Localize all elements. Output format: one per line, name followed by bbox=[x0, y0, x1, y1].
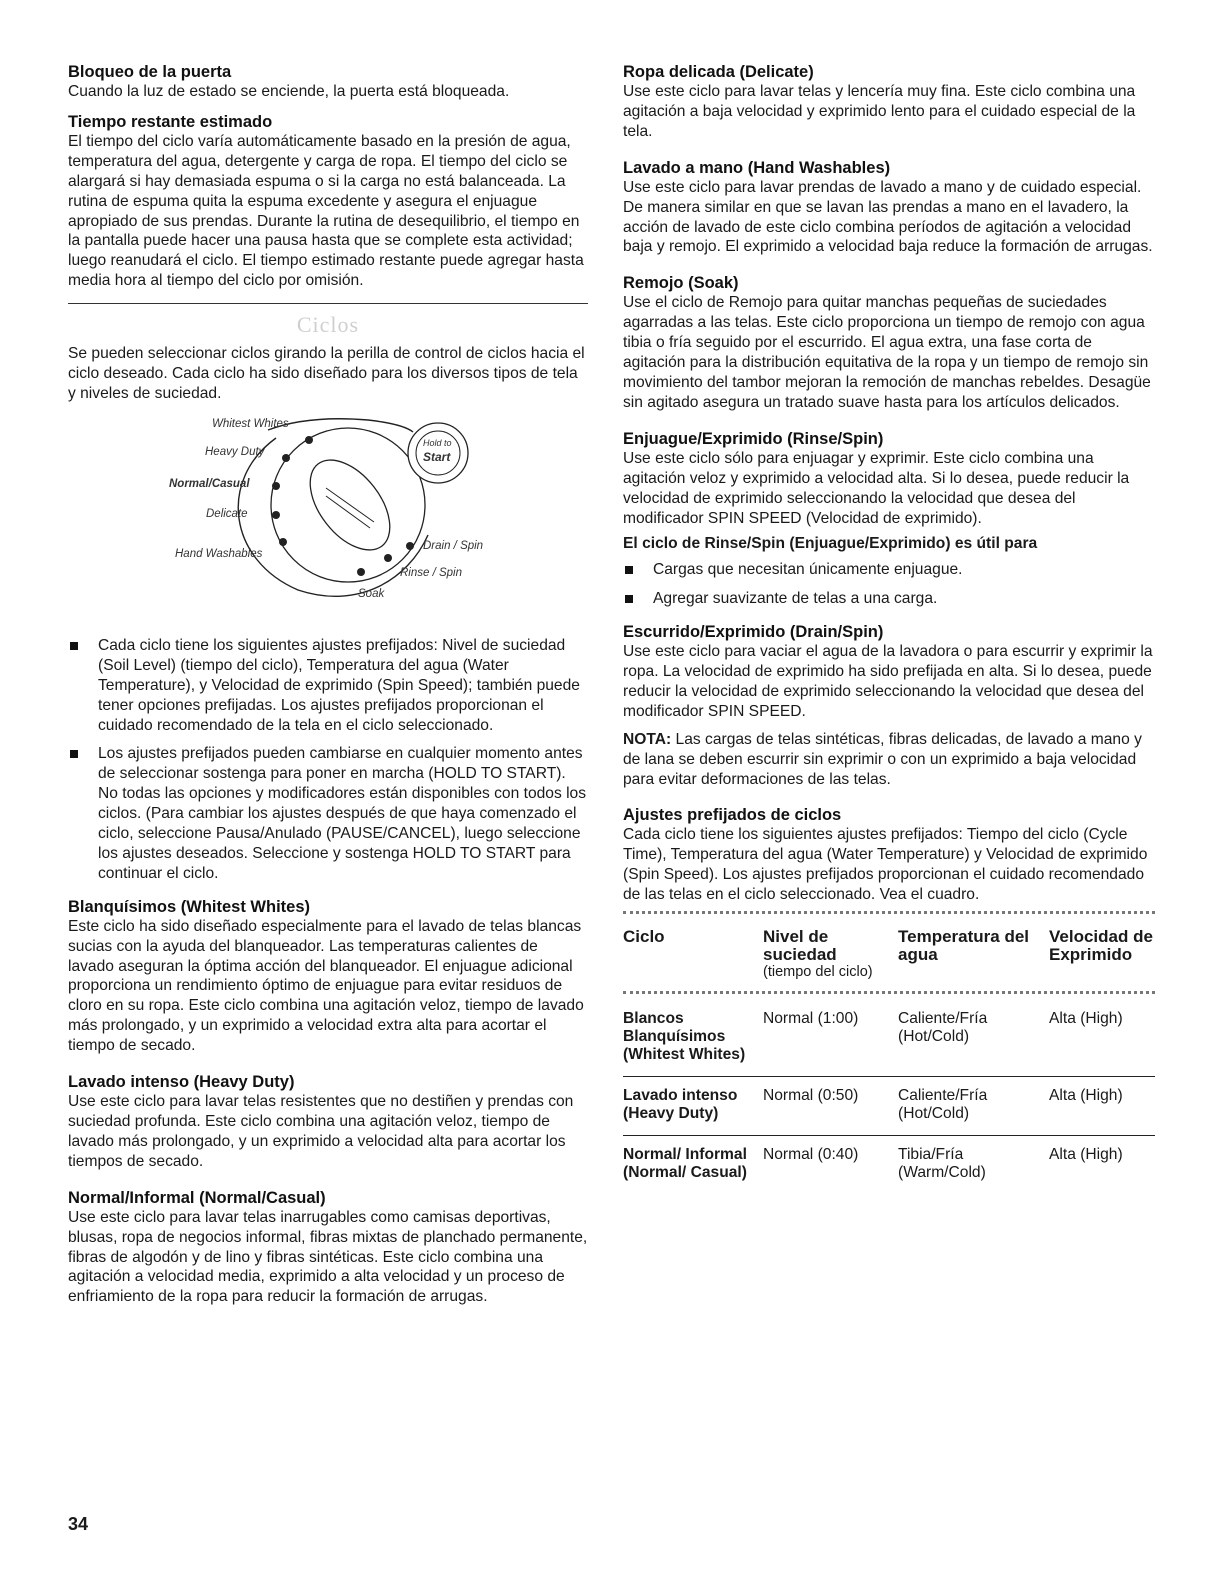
rinse-heading: Enjuague/Exprimido (Rinse/Spin) bbox=[623, 429, 884, 448]
door-lock-text: Cuando la luz de estado se enciende, la puerta está bloqueada. bbox=[68, 83, 510, 100]
cell-temp: Caliente/Fría (Hot/Cold) bbox=[898, 1087, 988, 1123]
drain-text: Use este ciclo para vaciar el agua de la lavadora o para escurrir y exprimir la ropa. La velocidad de exprimido ha sido prefijada en alta. Si lo desea, puede reducir la velocidad de exprimido seleccionando la velocidad que desea del modificador SPIN SPEED. bbox=[623, 643, 1153, 720]
table-top-rule bbox=[623, 911, 1155, 920]
list-item: Agregar suavizante de telas a una carga. bbox=[623, 589, 1155, 609]
dial-graphic bbox=[68, 410, 588, 628]
time-remaining-heading: Tiempo restante estimado bbox=[68, 112, 273, 131]
time-remaining-text: El tiempo del ciclo varía automáticamente basado en la presión de agua, temperatura del agua, detergente y carga de ropa. El tiempo del ciclo se alargará si hay demasiada espuma o si la carga no está balanceada. La rutina de espuma quita la espuma excedente y asegura el enjuague apropiado de sus prendas. Durante la rutina de desequilibrio, el tiempo en la pantalla puede hacer una pausa hasta que se complete esta actividad; luego reanudará el ciclo. El tiempo estimado restante puede agregar hasta media hora al tiempo del ciclo por omisión. bbox=[68, 132, 584, 290]
note-label: NOTA: bbox=[623, 730, 672, 748]
cell-cycle: Lavado intenso (Heavy Duty) bbox=[623, 1087, 738, 1123]
header-temp: Temperatura del agua bbox=[898, 927, 1030, 965]
presets-heading: Ajustes prefijados de ciclos bbox=[623, 806, 842, 825]
dial-label-heavy-duty: Heavy Duty bbox=[205, 445, 265, 458]
header-cycle: Ciclo bbox=[623, 927, 665, 947]
cell-cycle: Blancos Blanquísimos (Whitest Whites) bbox=[623, 1010, 746, 1064]
delicate-heading: Ropa delicada (Delicate) bbox=[623, 63, 814, 81]
header-soil bbox=[763, 928, 898, 981]
cell-soil: Normal (1:00) bbox=[763, 1010, 859, 1028]
note-text: Las cargas de telas sintéticas, fibras delicadas, de lavado a mano y de lana se deben escurrir sin exprimir o con un exprimido a baja velocidad para evitar deformaciones de las telas. bbox=[623, 730, 1142, 788]
cycle-dial-diagram bbox=[68, 410, 588, 628]
cycles-section-title: Ciclos bbox=[296, 312, 360, 338]
soak-heading: Remojo (Soak) bbox=[623, 274, 739, 293]
cell-spin: Alta (High) bbox=[1049, 1146, 1123, 1164]
list-item: Los ajustes prefijados pueden cambiarse en cualquier momento antes de seleccionar sostenga para poner en marcha (HOLD TO START). No todas las opciones y modificadores están disponibles con todos los ciclos. (Para cambiar los ajustes después de que haya comenzado el ciclo, seleccione Pausa/Anulado (PAUSE/CANCEL), luego seleccione los ajustes deseados. Seleccione y sostenga HOLD TO START para continuar el ciclo. bbox=[68, 744, 588, 883]
list-item: Cargas que necesitan únicamente enjuague. bbox=[623, 560, 1155, 580]
table-row bbox=[623, 1000, 1155, 1077]
normal-heading: Normal/Informal (Normal/Casual) bbox=[68, 1188, 326, 1207]
left-column bbox=[68, 62, 588, 1307]
cycles-intro: Se pueden seleccionar ciclos girando la perilla de control de ciclos hacia el ciclo deseado. Cada ciclo ha sido diseñado para los diversos tipos de tela y niveles de suciedad. bbox=[68, 345, 585, 402]
rinse-bullet-list bbox=[623, 560, 1155, 609]
hand-heading: Lavado a mano (Hand Washables) bbox=[623, 158, 891, 177]
door-lock-heading: Bloqueo de la puerta bbox=[68, 63, 232, 81]
table-header-row bbox=[623, 920, 1155, 991]
whitest-heading: Blanquísimos (Whitest Whites) bbox=[68, 897, 311, 916]
heavy-heading: Lavado intenso (Heavy Duty) bbox=[68, 1073, 295, 1092]
header-spin: Velocidad de Exprimido bbox=[1049, 927, 1153, 965]
dial-hold-line2: Start bbox=[423, 449, 451, 464]
right-column bbox=[623, 62, 1155, 1194]
drain-heading: Escurrido/Exprimido (Drain/Spin) bbox=[623, 623, 884, 642]
table-row bbox=[623, 1077, 1155, 1136]
page-number: 34 bbox=[68, 1514, 89, 1534]
cell-soil: Normal (0:50) bbox=[763, 1087, 859, 1105]
cell-soil: Normal (0:40) bbox=[763, 1146, 859, 1164]
table-row bbox=[623, 1136, 1155, 1194]
dial-label-delicate: Delicate bbox=[206, 507, 248, 520]
cell-spin: Alta (High) bbox=[1049, 1087, 1123, 1105]
section-divider bbox=[68, 303, 588, 304]
heavy-text: Use este ciclo para lavar telas resistentes que no destiñen y prendas con suciedad profunda. Este ciclo combina una agitación veloz, tiempo de lavado más prolongado, y un exprimido a velocidad alta para acortar los tiempos de secado. bbox=[68, 1093, 574, 1170]
dial-label-whitest-whites: Whitest Whites bbox=[212, 417, 289, 430]
soak-text: Use el ciclo de Remojo para quitar manchas pequeñas de suciedades agarradas a las telas. Este ciclo proporciona un tiempo de remojo con agua tibia o fría seguido por el escurrido. El agua extra, una fase corta de agitación para la distribución equitativa de la ropa y un tiempo de remojo sin movimiento del tambor mejoran la remoción de manchas rebeldes. Desagüe sin agitado asegura un tratado suave hasta para los artículos delicados. bbox=[623, 294, 1151, 411]
presets-text: Cada ciclo tiene los siguientes ajustes prefijados: Tiempo del ciclo (Cycle Time), Temperatura del agua (Water Temperature) y Velocidad de exprimido (Spin Speed). Los ajustes prefijados proporcionan el cuidado recomendado de las telas en el ciclo seleccionado. Vea el cuadro. bbox=[623, 826, 1148, 904]
rinse-text: Use este ciclo sólo para enjuagar y exprimir. Este ciclo combina una agitación veloz y exprimido a velocidad alta. Si lo desea, puede reducir la velocidad de exprimido seleccionando la velocidad que desea del modificador SPIN SPEED (Velocidad de exprimido). bbox=[623, 449, 1130, 527]
dial-label-rinse-spin: Rinse / Spin bbox=[400, 566, 463, 579]
cycles-bullet-list bbox=[68, 636, 588, 884]
drain-note bbox=[623, 730, 1155, 790]
whitest-text: Este ciclo ha sido diseñado especialmente para el lavado de telas blancas sucias con la ayuda del blanqueador. Las temperaturas calientes de lavado aseguran la óptima acción del blanqueador. El enjuague adicional proporciona un rendimiento óptimo de enjuague para evitar residuos de cloro en su ropa. Este ciclo combina una agitación veloz, tiempo de lavado más prolongado, y un exprimido a velocidad extra alta para acortar el tiempo de secado. bbox=[68, 917, 584, 1055]
cell-temp: Tibia/Fría (Warm/Cold) bbox=[898, 1146, 986, 1182]
cell-cycle: Normal/ Informal (Normal/ Casual) bbox=[623, 1146, 747, 1182]
dial-label-drain-spin: Drain / Spin bbox=[423, 539, 484, 552]
dial-hold-line1: Hold to bbox=[423, 437, 452, 448]
dial-label-hand-washables: Hand Washables bbox=[175, 547, 263, 560]
dial-label-soak: Soak bbox=[358, 587, 385, 600]
header-soil-sub: (tiempo del ciclo) bbox=[763, 964, 873, 981]
hand-text: Use este ciclo para lavar prendas de lavado a mano y de cuidado especial. De manera similar en que se lavan las prendas a mano en el lavadero, la acción de lavado de este ciclo combina períodos de agitación a velocidad baja y remojo. El exprimido a velocidad baja reduce la formación de arrugas. bbox=[623, 178, 1153, 256]
cell-spin: Alta (High) bbox=[1049, 1010, 1123, 1028]
normal-text: Use este ciclo para lavar telas inarrugables como camisas deportivas, blusas, ropa de negocios informal, fibras mixtas de planchado permanente, fibras de algodón y de lino y fibras sintéticas. Este ciclo combina una agitación a velocidad media, exprimido a alta velocidad y un proceso de enfriamiento de la ropa para reducir la formación de arrugas. bbox=[68, 1208, 588, 1306]
table-header-rule bbox=[623, 991, 1155, 1000]
rinse-useful-heading: El ciclo de Rinse/Spin (Enjuague/Exprimido) es útil para bbox=[623, 535, 1038, 553]
delicate-text: Use este ciclo para lavar telas y lencería muy fina. Este ciclo combina una agitación a baja velocidad y exprimido lento para el cuidado especial de la tela. bbox=[623, 83, 1136, 140]
header-soil-label: Nivel de suciedad bbox=[763, 927, 837, 965]
presets-table bbox=[623, 911, 1155, 1194]
list-item: Cada ciclo tiene los siguientes ajustes prefijados: Nivel de suciedad (Soil Level) (tiempo del ciclo), Temperatura del agua (Water Temperature), y Velocidad de exprimido (Spin Speed); también puede tener opciones prefijadas. Los ajustes prefijados proporcionan el cuidado recomendado de la tela en el ciclo seleccionado. bbox=[68, 636, 588, 736]
dial-label-normal-casual: Normal/Casual bbox=[169, 477, 250, 490]
cell-temp: Caliente/Fría (Hot/Cold) bbox=[898, 1010, 988, 1046]
